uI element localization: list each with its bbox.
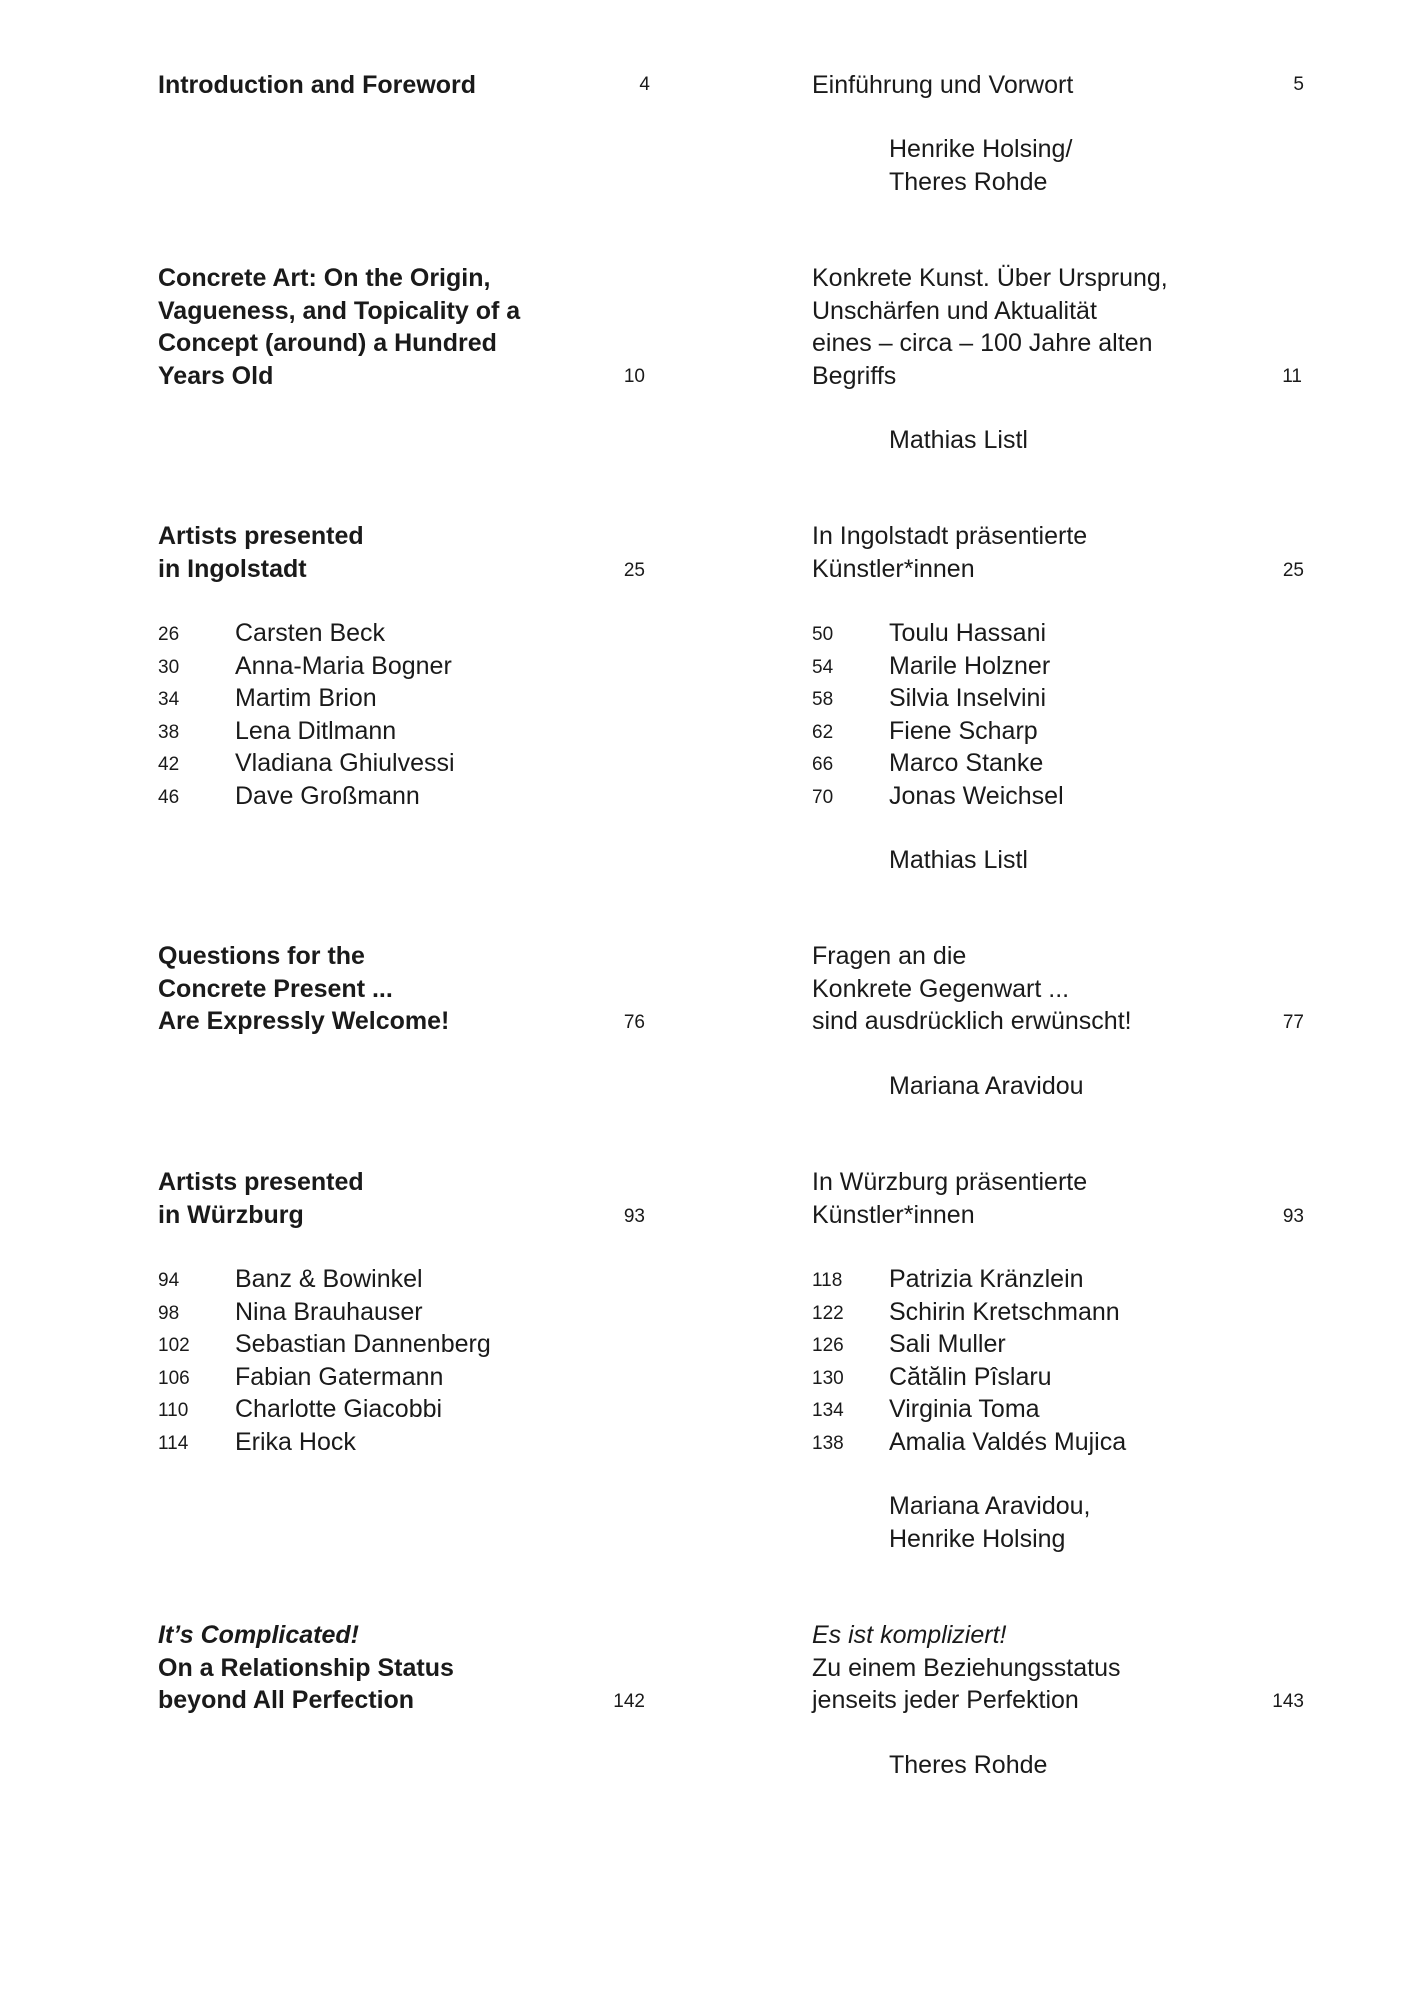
de-page-concrete: 11 xyxy=(1282,366,1302,387)
list-item-name: Marile Holzner xyxy=(889,651,1051,680)
de-title-complicated-2: jenseits jeder Perfektion xyxy=(812,1686,1079,1714)
list-item-page: 118 xyxy=(812,1270,843,1291)
author-intro-2: Theres Rohde xyxy=(889,167,1048,196)
en-page-intro: 4 xyxy=(639,74,650,95)
list-item-name: Toulu Hassani xyxy=(889,619,1047,647)
list-item-name: Erika Hock xyxy=(235,1427,356,1456)
list-item-name: Cătălin Pîslaru xyxy=(889,1362,1052,1391)
list-item-page: 94 xyxy=(158,1270,180,1291)
en-title-concrete-1: Concrete Art: On the Origin, xyxy=(158,264,491,292)
list-item-page: 98 xyxy=(158,1302,180,1324)
de-title-complicated-1: Zu einem Beziehungsstatus xyxy=(812,1653,1121,1682)
list-item-page: 66 xyxy=(812,754,834,775)
en-title-complicated-2: beyond All Perfection xyxy=(158,1686,415,1714)
en-page-ingolstadt: 25 xyxy=(623,560,645,581)
list-item-page: 30 xyxy=(158,656,180,678)
list-item-page: 54 xyxy=(812,656,834,678)
list-item-name: Amalia Valdés Mujica xyxy=(889,1427,1127,1456)
list-item-name: Sebastian Dannenberg xyxy=(235,1330,491,1358)
en-title-questions-1: Questions for the xyxy=(158,942,365,970)
author-questions: Mariana Aravidou xyxy=(889,1072,1084,1100)
de-title-complicated-italic: Es ist kompliziert! xyxy=(812,1621,1007,1649)
author-concrete: Mathias Listl xyxy=(889,426,1028,454)
list-item-name: Jonas Weichsel xyxy=(889,781,1064,810)
de-page-intro: 5 xyxy=(1293,74,1304,95)
list-item-name: Fabian Gatermann xyxy=(235,1362,444,1391)
list-item-page: 34 xyxy=(158,689,180,710)
en-title-complicated-1: On a Relationship Status xyxy=(158,1653,454,1682)
list-item-name: Sali Muller xyxy=(889,1330,1006,1358)
de-title-wurzburg-1: In Würzburg präsentierte xyxy=(812,1168,1088,1196)
en-title-questions-2: Concrete Present ... xyxy=(158,974,393,1003)
list-item-page: 126 xyxy=(812,1335,844,1356)
de-title-concrete-3: eines – circa – 100 Jahre alten xyxy=(812,329,1153,357)
list-item-page: 122 xyxy=(812,1302,844,1324)
author-wurzburg-1: Mariana Aravidou, xyxy=(889,1492,1091,1520)
de-page-questions: 77 xyxy=(1282,1012,1304,1033)
author-ingolstadt: Mathias Listl xyxy=(889,846,1028,874)
list-item-name: Fiene Scharp xyxy=(889,716,1038,745)
de-page-complicated: 143 xyxy=(1272,1691,1304,1712)
list-item-page: 42 xyxy=(158,754,180,775)
list-item-page: 62 xyxy=(812,721,834,743)
list-item-page: 58 xyxy=(812,689,834,710)
list-item-page: 38 xyxy=(158,721,180,743)
list-item-name: Virginia Toma xyxy=(889,1395,1040,1423)
en-page-wurzburg: 93 xyxy=(623,1206,645,1227)
en-title-concrete-2: Vagueness, and Topicality of a xyxy=(158,296,521,325)
de-title-intro: Einführung und Vorwort xyxy=(812,71,1074,99)
list-item-name: Nina Brauhauser xyxy=(235,1297,423,1326)
de-title-ingolstadt-1: In Ingolstadt präsentierte xyxy=(812,522,1088,550)
list-item-page: 106 xyxy=(158,1367,190,1389)
list-item-page: 130 xyxy=(812,1367,844,1389)
list-item-name: Vladiana Ghiulvessi xyxy=(235,749,455,777)
en-title-wurzburg-1: Artists presented xyxy=(158,1168,364,1196)
list-item-name: Marco Stanke xyxy=(889,749,1044,777)
de-title-ingolstadt-2: Künstler*innen xyxy=(812,554,975,583)
list-item-page: 46 xyxy=(158,786,180,808)
list-item-page: 26 xyxy=(158,624,180,645)
en-page-questions: 76 xyxy=(623,1012,645,1033)
list-item-page: 138 xyxy=(812,1432,844,1454)
de-title-questions-1: Fragen an die xyxy=(812,942,967,970)
list-item-name: Schirin Kretschmann xyxy=(889,1297,1120,1326)
en-title-complicated-italic: It’s Complicated! xyxy=(158,1621,359,1649)
list-item-name: Patrizia Kränzlein xyxy=(889,1265,1084,1293)
de-title-concrete-2: Unschärfen und Aktualität xyxy=(812,296,1097,325)
en-title-wurzburg-2: in Würzburg xyxy=(158,1200,304,1229)
en-title-ingolstadt-2: in Ingolstadt xyxy=(158,554,307,583)
list-item-name: Charlotte Giacobbi xyxy=(235,1395,443,1423)
list-item-name: Silvia Inselvini xyxy=(889,684,1047,712)
list-item-page: 70 xyxy=(812,786,834,808)
list-item-page: 114 xyxy=(158,1432,189,1454)
de-title-wurzburg-2: Künstler*innen xyxy=(812,1200,975,1229)
de-page-wurzburg: 93 xyxy=(1282,1206,1304,1227)
list-item-name: Martim Brion xyxy=(235,684,377,712)
list-item-name: Dave Großmann xyxy=(235,781,420,810)
list-item-page: 102 xyxy=(158,1335,190,1356)
en-title-concrete-3: Concept (around) a Hundred xyxy=(158,329,497,357)
de-page-ingolstadt: 25 xyxy=(1282,560,1304,581)
en-page-concrete: 10 xyxy=(623,366,645,387)
en-title-concrete-4: Years Old xyxy=(158,361,274,390)
de-title-concrete-1: Konkrete Kunst. Über Ursprung, xyxy=(812,264,1168,292)
en-title-ingolstadt-1: Artists presented xyxy=(158,522,364,550)
list-item-name: Banz & Bowinkel xyxy=(235,1265,423,1293)
de-title-concrete-4: Begriffs xyxy=(812,361,897,390)
list-item-name: Anna-Maria Bogner xyxy=(235,651,452,680)
author-complicated: Theres Rohde xyxy=(889,1751,1048,1779)
list-item-name: Lena Ditlmann xyxy=(235,716,397,745)
list-item-name: Carsten Beck xyxy=(235,619,386,647)
author-intro-1: Henrike Holsing/ xyxy=(889,135,1073,163)
en-title-intro: Introduction and Foreword xyxy=(158,71,477,99)
list-item-page: 134 xyxy=(812,1400,844,1421)
de-title-questions-3: sind ausdrücklich erwünscht! xyxy=(812,1007,1132,1035)
en-page-complicated: 142 xyxy=(613,1691,645,1712)
author-wurzburg-2: Henrike Holsing xyxy=(889,1524,1066,1553)
de-title-questions-2: Konkrete Gegenwart ... xyxy=(812,974,1070,1003)
en-title-questions-3: Are Expressly Welcome! xyxy=(158,1007,450,1035)
list-item-page: 50 xyxy=(812,624,834,645)
list-item-page: 110 xyxy=(158,1400,189,1421)
